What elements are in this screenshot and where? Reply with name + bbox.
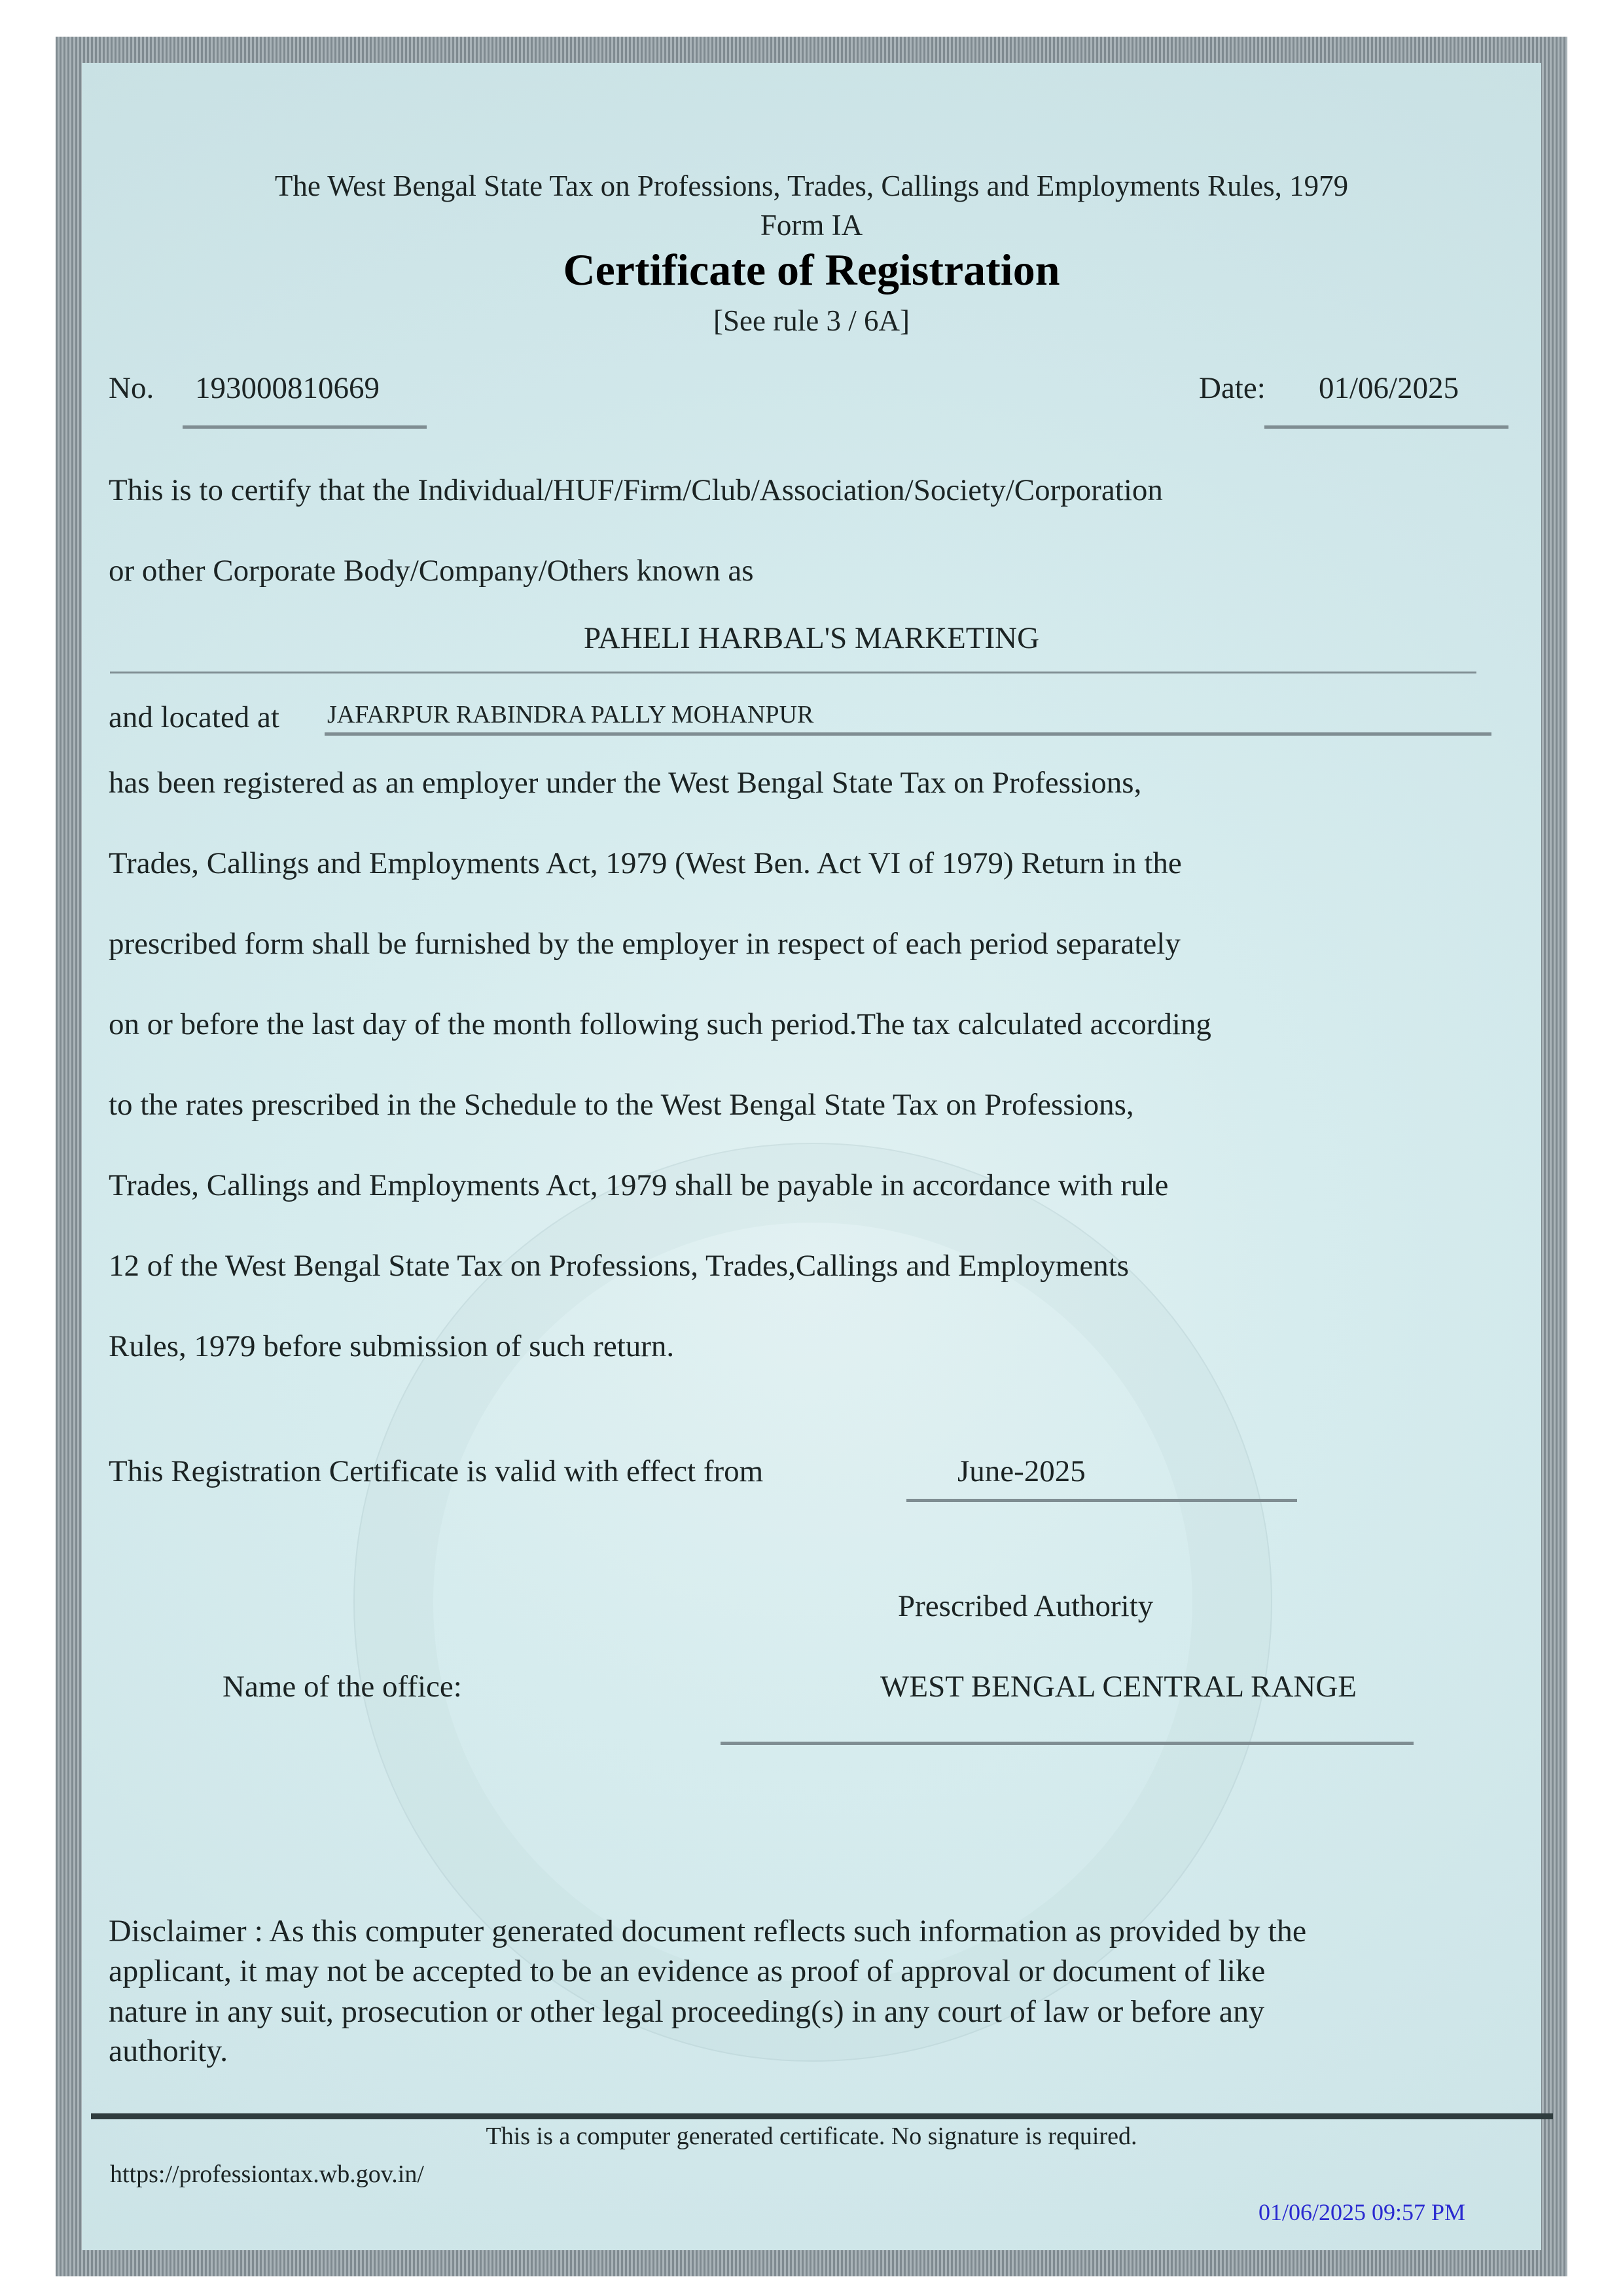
body-line: Trades, Callings and Employments Act, 1979 (West Ben. Act VI of 1979) Return in the: [109, 846, 1182, 880]
website-link[interactable]: https://professiontax.wb.gov.in/: [110, 2161, 424, 2188]
body-line: prescribed form shall be furnished by the employer in respect of each period separately: [109, 927, 1181, 961]
body-line: Trades, Callings and Employments Act, 1979 shall be payable in accordance with rule: [109, 1168, 1169, 1202]
valid-from-value: June-2025: [957, 1454, 1086, 1488]
disclaimer-line: nature in any suit, prosecution or other legal proceeding(s) in any court of law or before any: [109, 1994, 1265, 2029]
rules-title: The West Bengal State Tax on Professions, Trades, Callings and Employments Rules, 1979: [274, 170, 1349, 202]
no-label: No.: [109, 371, 154, 405]
disclaimer-line: authority.: [109, 2034, 228, 2068]
divider: [906, 1499, 1297, 1502]
prescribed-authority: Prescribed Authority: [898, 1589, 1154, 1623]
rule-reference: [See rule 3 / 6A]: [713, 304, 910, 337]
footer-note: This is a computer generated certificate. No signature is required.: [486, 2123, 1137, 2150]
divider: [721, 1742, 1414, 1745]
registration-number: 193000810669: [195, 371, 380, 405]
page-title: Certificate of Registration: [563, 245, 1060, 295]
disclaimer-line: applicant, it may not be accepted to be an evidence as proof of approval or document of like: [109, 1954, 1266, 1988]
footer-divider: [91, 2113, 1553, 2119]
certify-text: or other Corporate Body/Company/Others known as: [109, 554, 754, 588]
body-line: to the rates prescribed in the Schedule to the West Bengal State Tax on Professions,: [109, 1088, 1134, 1122]
office-value: WEST BENGAL CENTRAL RANGE: [880, 1670, 1357, 1704]
body-line: 12 of the West Bengal State Tax on Professions, Trades,Callings and Employments: [109, 1249, 1130, 1283]
located-label: and located at: [109, 700, 279, 734]
generated-timestamp: 01/06/2025 09:57 PM: [1258, 2199, 1465, 2225]
valid-label: This Registration Certificate is valid with effect from: [109, 1454, 764, 1488]
divider: [183, 425, 427, 429]
divider: [325, 732, 1491, 736]
certify-text: This is to certify that the Individual/HUF/Firm/Club/Association/Society/Corporation: [109, 473, 1163, 507]
date-label: Date:: [1199, 371, 1266, 405]
date-value: 01/06/2025: [1319, 371, 1459, 405]
office-label: Name of the office:: [223, 1670, 462, 1704]
body-line: on or before the last day of the month following such period.The tax calculated according: [109, 1007, 1211, 1041]
body-line: has been registered as an employer under the West Bengal State Tax on Professions,: [109, 766, 1142, 800]
form-label: Form IA: [760, 209, 863, 242]
disclaimer-line: Disclaimer : As this computer generated document reflects such information as provided by the: [109, 1914, 1307, 1948]
divider: [1264, 425, 1508, 429]
divider: [110, 672, 1476, 673]
entity-name: PAHELI HARBAL'S MARKETING: [583, 621, 1040, 655]
body-line: Rules, 1979 before submission of such return.: [109, 1329, 675, 1363]
address: JAFARPUR RABINDRA PALLY MOHANPUR: [327, 701, 814, 728]
